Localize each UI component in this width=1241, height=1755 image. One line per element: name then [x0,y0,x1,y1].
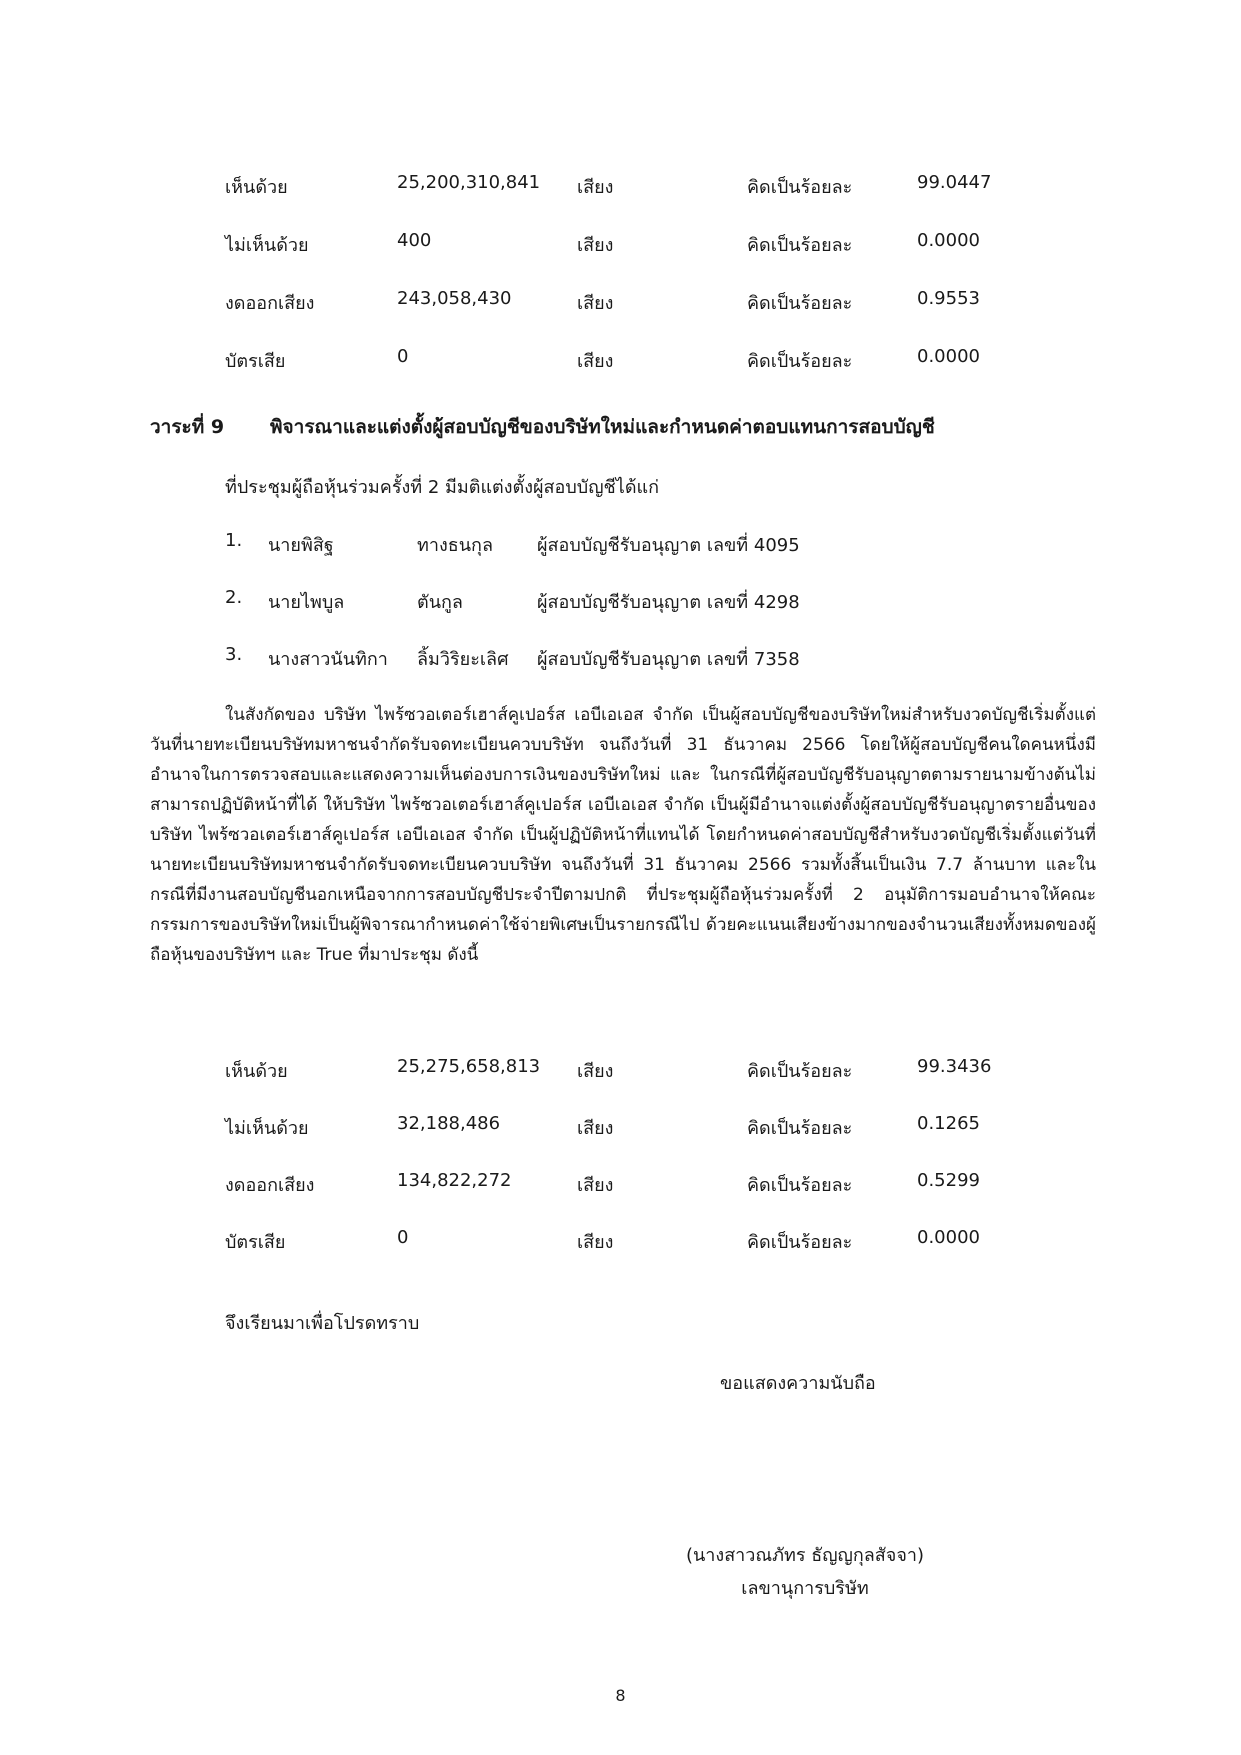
body-paragraph [150,700,1096,970]
resolution-line: ที่ประชุมผู้ถือหุ้นร่วมครั้งที่ 2 มีมติแต่งตั้งผู้สอบบัญชีได้แก่ [225,477,660,498]
vote-unit: เสียง [577,177,614,198]
vote-count: 0 [397,1227,409,1248]
vote-percent: 0.5299 [917,1170,980,1191]
vote-unit: เสียง [577,293,614,314]
vote-percent: 0.1265 [917,1113,980,1134]
vote-percent: 0.0000 [917,346,980,367]
vote-count: 25,200,310,841 [397,172,541,193]
auditor-number: 1. [225,530,243,551]
agenda-title: พิจารณาและแต่งตั้งผู้สอบบัญชีของบริษัทใหม่และกำหนดค่าตอบแทนการสอบบัญชี [270,416,935,438]
vote-percent-label: คิดเป็นร้อยละ [747,1118,853,1139]
auditor-last-name: ลิ้มวิริยะเลิศ [417,649,509,670]
vote-percent-label: คิดเป็นร้อยละ [747,351,853,372]
vote-label: งดออกเสียง [225,1175,315,1196]
vote-unit: เสียง [577,1175,614,1196]
vote-label: บัตรเสีย [225,1232,286,1253]
vote-unit: เสียง [577,1232,614,1253]
vote-percent-label: คิดเป็นร้อยละ [747,235,853,256]
closing-line: จึงเรียนมาเพื่อโปรดทราบ [225,1313,420,1334]
vote-label: บัตรเสีย [225,351,286,372]
auditor-number: 3. [225,644,243,665]
regards-line: ขอแสดงความนับถือ [720,1373,876,1394]
vote-percent: 0.9553 [917,288,980,309]
vote-percent-label: คิดเป็นร้อยละ [747,177,853,198]
vote-unit: เสียง [577,1061,614,1082]
vote-percent-label: คิดเป็นร้อยละ [747,1175,853,1196]
vote-percent: 0.0000 [917,230,980,251]
vote-unit: เสียง [577,235,614,256]
vote-percent: 99.3436 [917,1056,992,1077]
vote-percent: 99.0447 [917,172,992,193]
auditor-first-name: นายพิสิฐ [268,535,334,556]
vote-unit: เสียง [577,1118,614,1139]
vote-label: เห็นด้วย [225,1061,288,1082]
auditor-last-name: ทางธนกุล [417,535,493,556]
auditor-first-name: นายไพบูล [268,592,345,613]
vote-count: 134,822,272 [397,1170,512,1191]
page-number: 8 [615,1686,626,1705]
auditor-license: ผู้สอบบัญชีรับอนุญาต เลขที่ 7358 [537,649,800,670]
auditor-last-name: ตันกูล [417,592,463,613]
vote-count: 400 [397,230,432,251]
vote-label: ไม่เห็นด้วย [225,1118,309,1139]
body-paragraph-text: ในสังกัดของ บริษัท ไพร้ซวอเตอร์เฮาส์คูเปอร์ส เอบีเอเอส จำกัด เป็นผู้สอบบัญชีของบริษัทใหม่สำหรับงวดบัญชีเริ่มตั้งแต่วันที่นายทะเบียนบริษัทมหาชนจำกัดรับจดทะเบียนควบบริษัท จนถึงวันที่ 31 ธันวาคม 2566 โดยให้ผู้สอบบัญชีคนใดคนหนึ่งมีอำนาจในการตรวจสอบและแสดงความเห็นต่องบการเงินของบริษัทใหม่ และ ในกรณีที่ผู้สอบบัญชีรับอนุญาตตามรายนามข้างต้นไม่สามารถปฏิบัติหน้าที่ได้ ให้บริษัท ไพร้ซวอเตอร์เฮาส์คูเปอร์ส เอบีเอเอส จำกัด เป็นผู้มีอำนาจแต่งตั้งผู้สอบบัญชีรับอนุญาตรายอื่นของบริษัท ไพร้ซวอเตอร์เฮาส์คูเปอร์ส เอบีเอเอส จำกัด เป็นผู้ปฏิบัติหน้าที่แทนได้ โดยกำหนดค่าสอบบัญชีสำหรับงวดบัญชีเริ่มตั้งแต่วันที่นายทะเบียนบริษัทมหาชนจำกัดรับจดทะเบียนควบบริษัท จนถึงวันที่ 31 ธันวาคม 2566 รวมทั้งสิ้นเป็นเงิน 7.7 ล้านบาท และในกรณีที่มีงานสอบบัญชีนอกเหนือจากการสอบบัญชีประจำปีตามปกติ ที่ประชุมผู้ถือหุ้นร่วมครั้งที่ 2 อนุมัติการมอบอำนาจให้คณะกรรมการของบริษัทใหม่เป็นผู้พิจารณากำหนดค่าใช้จ่ายพิเศษเป็นรายกรณีไป ด้วยคะแนนเสียงข้างมากของจำนวนเสียงทั้งหมดของผู้ถือหุ้นของบริษัทฯ และ True ที่มาประชุม ดังนี้ [150,705,1096,965]
vote-label: ไม่เห็นด้วย [225,235,309,256]
vote-count: 0 [397,346,409,367]
vote-percent-label: คิดเป็นร้อยละ [747,1232,853,1253]
vote-count: 32,188,486 [397,1113,501,1134]
vote-label: งดออกเสียง [225,293,315,314]
auditor-first-name: นางสาวนันทิกา [268,649,388,670]
vote-percent-label: คิดเป็นร้อยละ [747,1061,853,1082]
vote-label: เห็นด้วย [225,177,288,198]
vote-unit: เสียง [577,351,614,372]
vote-percent: 0.0000 [917,1227,980,1248]
agenda-number: วาระที่ 9 [150,416,225,438]
vote-count: 25,275,658,813 [397,1056,541,1077]
signatory-name: (นางสาวณภัทร ธัญญกุลสัจจา) [685,1545,925,1566]
auditor-license: ผู้สอบบัญชีรับอนุญาต เลขที่ 4298 [537,592,800,613]
signatory-title: เลขานุการบริษัท [741,1578,869,1599]
auditor-license: ผู้สอบบัญชีรับอนุญาต เลขที่ 4095 [537,535,800,556]
vote-percent-label: คิดเป็นร้อยละ [747,293,853,314]
auditor-number: 2. [225,587,243,608]
vote-count: 243,058,430 [397,288,512,309]
